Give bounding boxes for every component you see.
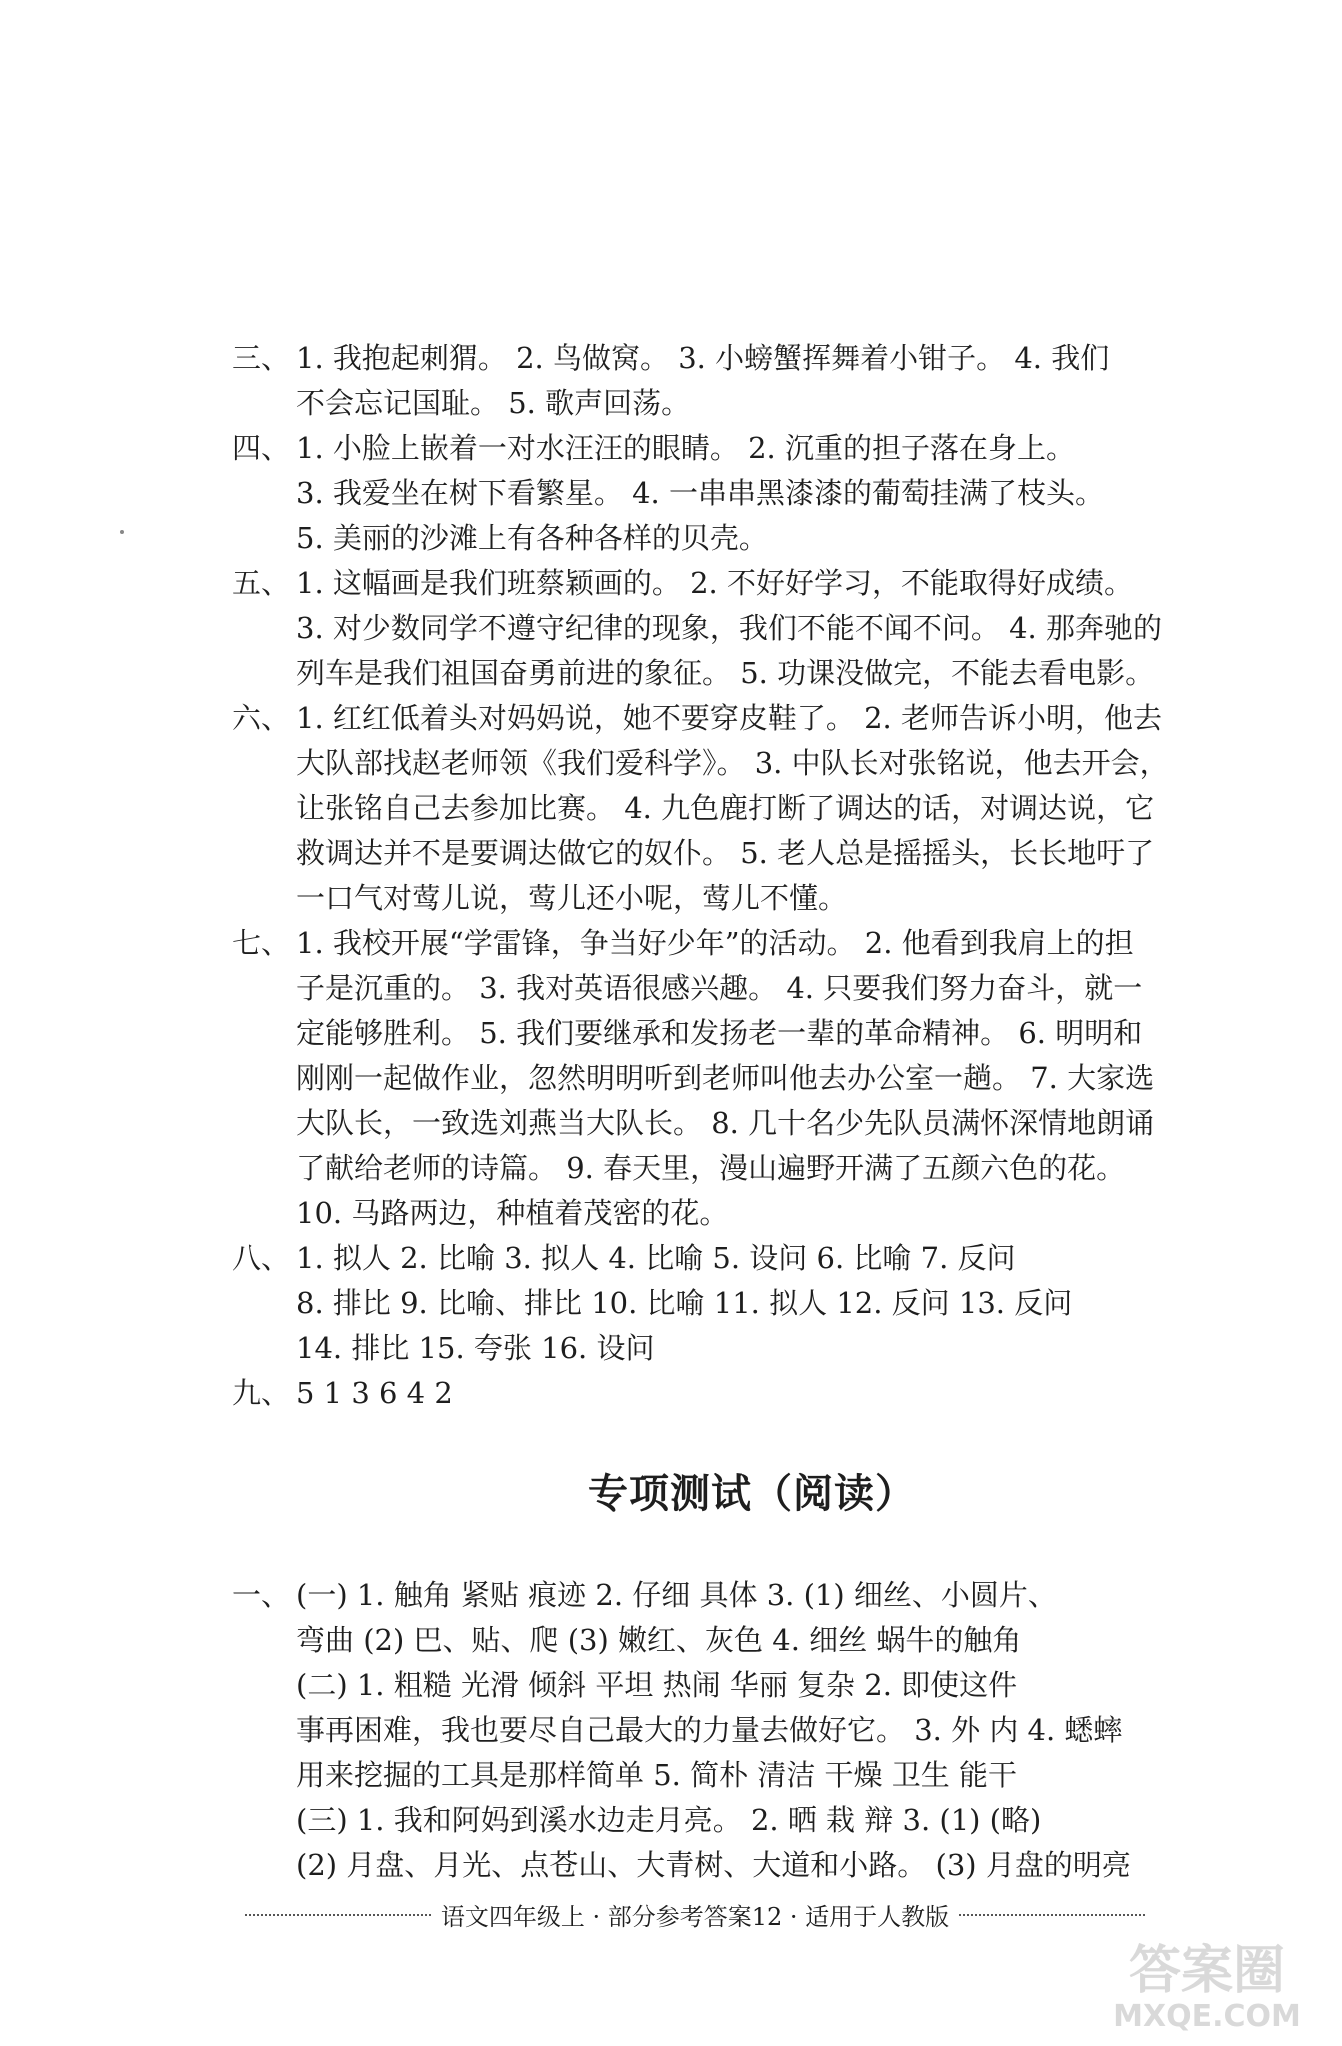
answer-line: 1. 红红低着头对妈妈说，她不要穿皮鞋了。 2. 老师告诉小明，他去	[296, 701, 1162, 735]
answer-line: 5 1 3 6 4 2	[296, 1376, 453, 1410]
watermark-text: 答案圈	[1128, 1941, 1286, 2001]
answer-line: (一) 1. 触角 紧贴 痕迹 2. 仔细 具体 3. (1) 细丝、小圆片、	[296, 1578, 1057, 1612]
section-marker: 九、	[232, 1376, 291, 1410]
answer-line: 8. 排比 9. 比喻、排比 10. 比喻 11. 拟人 12. 反问 13. 反问	[296, 1286, 1073, 1320]
answer-line: 了献给老师的诗篇。 9. 春天里，漫山遍野开满了五颜六色的花。	[296, 1151, 1126, 1185]
answer-line: 14. 排比 15. 夸张 16. 设问	[296, 1331, 655, 1365]
answer-line: 10. 马路两边，种植着茂密的花。	[296, 1196, 729, 1230]
answer-section	[232, 426, 1232, 561]
watermark-logo	[1092, 1926, 1322, 2036]
answer-line: 不会忘记国耻。 5. 歌声回荡。	[296, 386, 691, 420]
watermark-url: MXQE.COM	[1113, 1999, 1301, 2034]
answer-line: 大队长，一致选刘燕当大队长。 8. 几十名少先队员满怀深情地朗诵	[296, 1106, 1155, 1140]
answer-content	[232, 336, 1232, 1888]
section-marker: 八、	[232, 1241, 291, 1275]
answer-line: (三) 1. 我和阿妈到溪水边走月亮。 2. 晒 栽 辩 3. (1) (略)	[296, 1803, 1042, 1837]
answer-line: 子是沉重的。 3. 我对英语很感兴趣。 4. 只要我们努力奋斗，就一	[296, 971, 1143, 1005]
answer-line: 刚刚一起做作业，忽然明明听到老师叫他去办公室一趟。 7. 大家选	[296, 1061, 1155, 1095]
scan-speck	[120, 530, 124, 534]
section-marker: 四、	[232, 431, 291, 465]
answer-line: 一口气对莺儿说，莺儿还小呢，莺儿不懂。	[296, 881, 848, 915]
answer-line: 1. 小脸上嵌着一对水汪汪的眼睛。 2. 沉重的担子落在身上。	[296, 431, 1075, 465]
answer-line: 1. 拟人 2. 比喻 3. 拟人 4. 比喻 5. 设问 6. 比喻 7. 反问	[296, 1241, 1016, 1275]
section-marker: 六、	[232, 701, 291, 735]
page-footer	[245, 1897, 1145, 1932]
section-marker: 五、	[232, 566, 291, 600]
section-marker: 七、	[232, 926, 291, 960]
answer-line: 事再困难，我也要尽自己最大的力量去做好它。 3. 外 内 4. 蟋蟀	[296, 1713, 1123, 1747]
footer-dots-right	[959, 1914, 1145, 1916]
answer-line: 让张铭自己去参加比赛。 4. 九色鹿打断了调达的话，对调达说，它	[296, 791, 1155, 825]
footer-dots-left	[245, 1914, 431, 1916]
answer-section	[232, 1371, 1232, 1416]
reading-section	[232, 1573, 1232, 1888]
answer-line: 大队部找赵老师领《我们爱科学》。 3. 中队长对张铭说，他去开会，	[296, 746, 1169, 780]
answer-line: 1. 我抱起刺猬。 2. 鸟做窝。 3. 小螃蟹挥舞着小钳子。 4. 我们	[296, 341, 1110, 375]
answer-line: (2) 月盘、月光、点苍山、大青树、大道和小路。 (3) 月盘的明亮	[296, 1848, 1131, 1882]
answer-section	[232, 561, 1232, 696]
answer-line: 救调达并不是要调达做它的奴仆。 5. 老人总是摇摇头，长长地吁了	[296, 836, 1155, 870]
answer-line: 1. 这幅画是我们班蔡颖画的。 2. 不好好学习，不能取得好成绩。	[296, 566, 1133, 600]
answer-line: 1. 我校开展“学雷锋，争当好少年”的活动。 2. 他看到我肩上的担	[296, 926, 1134, 960]
section-marker: 一、	[232, 1578, 291, 1612]
answer-line: 用来挖掘的工具是那样简单 5. 简朴 清洁 干燥 卫生 能干	[296, 1758, 1017, 1792]
section-title: 专项测试（阅读）	[588, 1471, 916, 1517]
section-marker: 三、	[232, 341, 291, 375]
answer-line: (二) 1. 粗糙 光滑 倾斜 平坦 热闹 华丽 复杂 2. 即使这件	[296, 1668, 1018, 1702]
answer-line: 3. 我爱坐在树下看繁星。 4. 一串串黑漆漆的葡萄挂满了枝头。	[296, 476, 1104, 510]
footer-text: 语文四年级上 · 部分参考答案12 · 适用于人教版	[440, 1903, 950, 1931]
answer-line: 列车是我们祖国奋勇前进的象征。 5. 功课没做完，不能去看电影。	[296, 656, 1155, 690]
answer-sections	[232, 336, 1232, 1416]
answer-section	[232, 336, 1232, 426]
answer-section	[232, 1236, 1232, 1371]
answer-line: 3. 对少数同学不遵守纪律的现象，我们不能不闻不问。 4. 那奔驰的	[296, 611, 1162, 645]
answer-line: 弯曲 (2) 巴、贴、爬 (3) 嫩红、灰色 4. 细丝 蜗牛的触角	[296, 1623, 1022, 1657]
answer-line: 5. 美丽的沙滩上有各种各样的贝壳。	[296, 521, 768, 555]
answer-line: 定能够胜利。 5. 我们要继承和发扬老一辈的革命精神。 6. 明明和	[296, 1016, 1143, 1050]
answer-section	[232, 696, 1232, 921]
reading-lines	[296, 1573, 1232, 1888]
answer-section	[232, 921, 1232, 1236]
